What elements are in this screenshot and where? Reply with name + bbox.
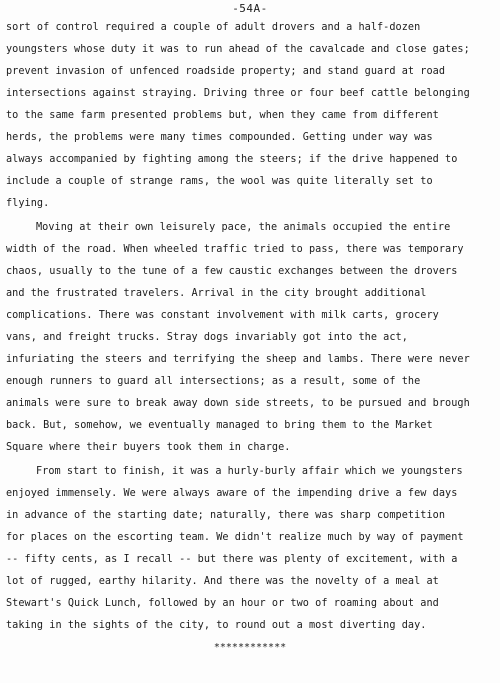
text-line: -- fifty cents, as I recall -- but there was plenty of excitement, with a xyxy=(6,554,458,565)
text-line: for places on the escorting team. We didn't realize much by way of payment xyxy=(6,532,464,543)
text-line: intersections against straying. Driving three or four beef cattle belonging xyxy=(6,88,470,99)
text-line: complications. There was constant involvement with milk carts, grocery xyxy=(6,310,439,321)
text-line: sort of control required a couple of adult drovers and a half-dozen xyxy=(6,22,421,33)
section-ornament: ************ xyxy=(213,642,287,653)
text-line: in advance of the starting date; naturally, there was sharp competition xyxy=(6,510,446,521)
text-line: Square where their buyers took them in charge. xyxy=(6,442,291,453)
text-line: always accompanied by fighting among the steers; if the drive happened to xyxy=(6,154,458,165)
text-line: lot of rugged, earthy hilarity. And there was the novelty of a meal at xyxy=(6,576,439,587)
text-line: herds, the problems were many times compounded. Getting under way was xyxy=(6,132,433,143)
text-line: From start to finish, it was a hurly-burly affair which we youngsters xyxy=(36,466,463,477)
page-number: -54A- xyxy=(232,2,268,15)
text-line: Stewart's Quick Lunch, followed by an hour or two of roaming about and xyxy=(6,598,439,609)
text-line: and the frustrated travelers. Arrival in the city brought additional xyxy=(6,288,427,299)
text-line: vans, and freight trucks. Stray dogs invariably got into the act, xyxy=(6,332,408,343)
text-line: enjoyed immensely. We were always aware of the impending drive a few days xyxy=(6,488,458,499)
text-line: prevent invasion of unfenced roadside property; and stand guard at road xyxy=(6,66,446,77)
text-line: animals were sure to break away down side streets, to be pursued and brough xyxy=(6,398,470,409)
text-line: youngsters whose duty it was to run ahead of the cavalcade and close gates; xyxy=(6,44,470,55)
text-line: taking in the sights of the city, to round out a most diverting day. xyxy=(6,620,427,631)
text-line: infuriating the steers and terrifying the sheep and lambs. There were never xyxy=(6,354,470,365)
text-line: flying. xyxy=(6,198,50,209)
text-line: enough runners to guard all intersections; as a result, some of the xyxy=(6,376,421,387)
text-line: chaos, usually to the tune of a few caustic exchanges between the drovers xyxy=(6,266,458,277)
text-line: width of the road. When wheeled traffic tried to pass, there was temporary xyxy=(6,244,464,255)
text-line: Moving at their own leisurely pace, the animals occupied the entire xyxy=(36,222,451,233)
text-line: back. But, somehow, we eventually managed to bring them to the Market xyxy=(6,420,433,431)
text-line: to the same farm presented problems but, when they came from different xyxy=(6,110,439,121)
text-line: include a couple of strange rams, the wool was quite literally set to xyxy=(6,176,433,187)
